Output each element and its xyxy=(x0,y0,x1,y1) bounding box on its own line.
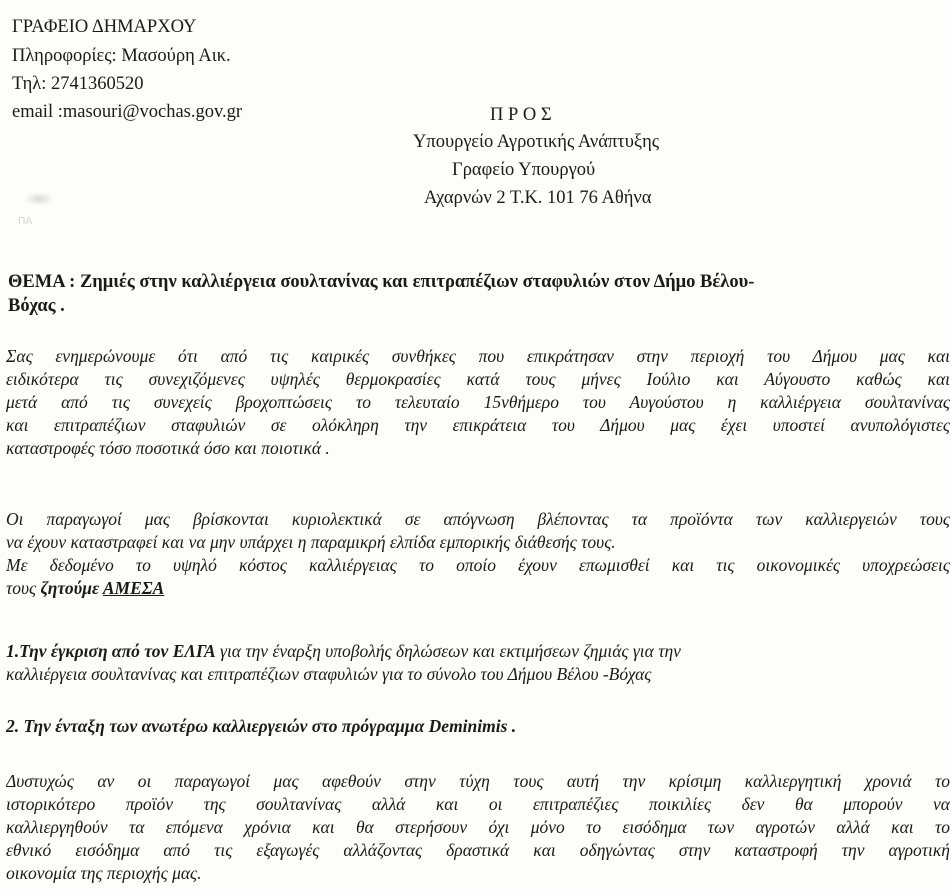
paragraph-1 xyxy=(6,345,950,460)
paragraph-1-line-1: Σας ενημερώνουμε ότι από τις καιρικές συνθήκες που επικράτησαν στην περιοχή του Δήμου μας και xyxy=(6,346,950,366)
paragraph-2-urgent: ΑΜΕΣΑ xyxy=(102,578,165,598)
recipient-address: Αχαρνών 2 Τ.Κ. 101 76 Αθήνα xyxy=(424,188,652,208)
recipient-ministry: Υπουργείο Αγροτικής Ανάπτυξης xyxy=(413,132,660,152)
paragraph-1-line-5: καταστροφές τόσο ποσοτικά όσο και ποιοτικά . xyxy=(6,438,330,458)
subject-line-2: Βόχας . xyxy=(8,296,65,316)
request-1-line-2: καλλιέργεια σουλτανίνας και επιτραπέζιων σταφυλιών για το σύνολο του Δήμου Βέλου -Βόχας xyxy=(6,664,652,684)
sender-email: email :masouri@vochas.gov.gr xyxy=(12,102,243,122)
sender-info: Πληροφορίες: Μασούρη Αικ. xyxy=(12,46,231,66)
paragraph-3-line-1: Δυστυχώς αν οι παραγωγοί μας αφεθούν στην τύχη τους αυτή την κρίσιμη καλλιεργητική χρονιά το xyxy=(6,771,950,791)
paragraph-2 xyxy=(6,508,950,600)
paragraph-3-line-2: ιστορικότερο προϊόν της σουλτανίνας αλλά και οι επιτραπέζιες ποικιλίες δεν θα μπορούν να xyxy=(6,794,950,814)
stamp-mark xyxy=(24,192,54,206)
paragraph-3-line-3: καλλιεργηθούν τα επόμενα χρόνια και θα στερήσουν όχι μόνο το εισόδημα των αγροτών αλλά και το xyxy=(6,817,950,837)
paragraph-1-line-3: μετά από τις συνεχείς βροχοπτώσεις το τελευταίο 15νθήμερο του Αυγούστου η καλλιέργεια σουλτανίνας xyxy=(6,392,950,412)
faded-stamp-icon xyxy=(18,192,64,232)
request-2 xyxy=(6,715,950,738)
stamp-text: ΠΑ xyxy=(18,216,33,227)
paragraph-1-line-4: και επιτραπέζιων σταφυλιών σε ολόκληρη την επικράτεια του Δήμου μας έχει υποστεί ανυπολόγιστες xyxy=(6,415,950,435)
paragraph-2-line-1: Οι παραγωγοί μας βρίσκονται κυριολεκτικά σε απόγνωση βλέποντας τα προϊόντα των καλλιεργειών τους xyxy=(6,509,950,529)
request-1-rest: για την έναρξη υποβολής δηλώσεων και εκτιμήσεων ζημιάς για την xyxy=(215,641,681,661)
paragraph-3-line-4: εθνικό εισόδημα από τις εξαγωγές αλλάζοντας δραστικά και οδηγώντας στην καταστροφή την αγροτική xyxy=(6,840,950,860)
subject xyxy=(8,270,754,318)
recipient-to-label: Π Ρ Ο Σ xyxy=(490,105,552,125)
paragraph-2-line-2: να έχουν καταστραφεί και να μην υπάρχει η παραμικρή ελπίδα εμπορικής διάθεσής τους. xyxy=(6,532,616,552)
paragraph-3 xyxy=(6,770,950,885)
paragraph-2-line-3: Με δεδομένο το υψηλό κόστος καλλιέργειας το οποίο έχουν επωμισθεί και τις οικονομικές υποχρεώσεις xyxy=(6,555,950,575)
recipient-office: Γραφείο Υπουργού xyxy=(452,160,596,180)
paragraph-2-last-bold: ζητούμε xyxy=(40,578,103,598)
request-1-line-1 xyxy=(6,640,950,663)
paragraph-2-last-prefix: τους xyxy=(6,578,41,598)
paragraph-3-line-5: οικονομία της περιοχής μας. xyxy=(6,863,202,883)
subject-line-1: ΘΕΜΑ : Ζημιές στην καλλιέργεια σουλτανίνας και επιτραπέζιων σταφυλιών στον Δήμο Βέλου- xyxy=(8,272,755,292)
request-1 xyxy=(6,640,950,686)
request-1-bold: Την έγκριση από τον ΕΛΓΑ xyxy=(19,641,216,661)
paragraph-2-line-4 xyxy=(6,577,950,600)
request-2-line: 2. Την ένταξη των ανωτέρω καλλιεργειών στο πρόγραμμα Deminimis . xyxy=(6,716,517,736)
paragraph-1-line-2: ειδικότερα τις συνεχιζόμενες υψηλές θερμοκρασίες κατά τους μήνες Ιούλιο και Αύγουστο καθώς και xyxy=(6,369,950,389)
sender-phone: Τηλ: 2741360520 xyxy=(12,74,144,94)
request-1-number: 1. xyxy=(6,641,20,661)
sender-office: ΓΡΑΦΕΙΟ ΔΗΜΑΡΧΟΥ xyxy=(12,17,197,37)
